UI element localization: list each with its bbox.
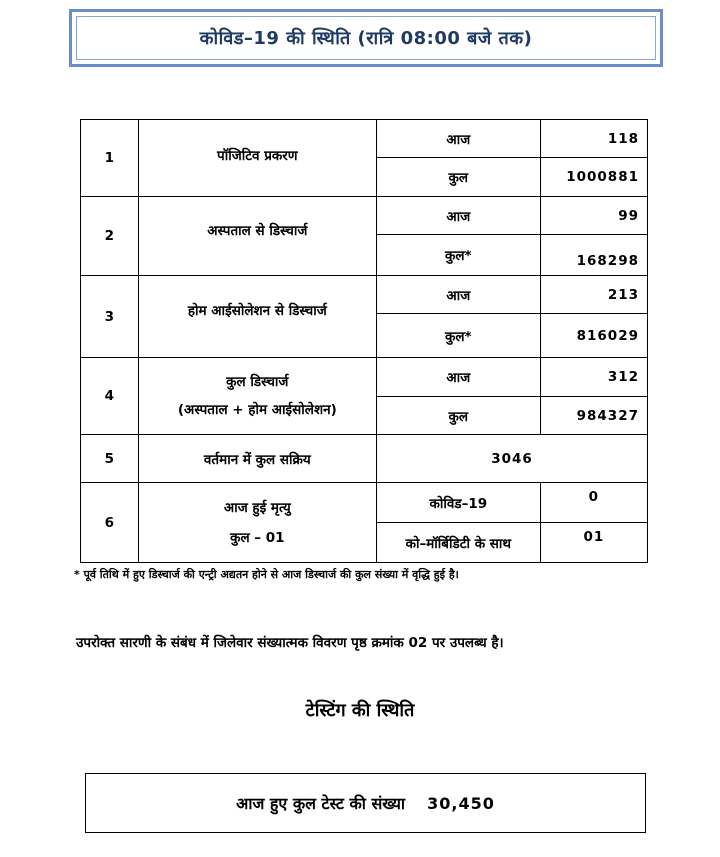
covid-status-table	[80, 119, 648, 563]
table-row	[81, 483, 648, 523]
row-label	[138, 276, 376, 358]
sub-label-today: आज	[376, 120, 540, 158]
table-row	[81, 276, 648, 314]
table-row	[81, 120, 648, 158]
testing-box	[85, 773, 646, 833]
title-inner	[76, 16, 656, 60]
sub-label-total: कुल*	[376, 235, 540, 276]
sub-label-total: कुल	[376, 158, 540, 197]
sub-label-comorbidity: को–मॉर्बिडिटी के साथ	[376, 523, 540, 563]
sub-label-total: कुल	[376, 397, 540, 435]
value-covid-deaths: 0	[540, 483, 647, 523]
serial-number: 1	[81, 120, 139, 197]
district-note: उपरोक्त सारणी के संबंध में जिलेवार संख्यात्मक विवरण पृष्ठ क्रमांक 02 पर उपलब्ध है।	[76, 635, 504, 651]
row-label	[138, 358, 376, 435]
value-comorbidity-deaths: 01	[540, 523, 647, 563]
sub-label-today: आज	[376, 276, 540, 314]
row-label-text: कुल डिस्चार्ज	[226, 374, 289, 390]
serial-number: 4	[81, 358, 139, 435]
value-active: 3046	[376, 435, 647, 483]
value-total: 984327	[540, 397, 647, 435]
page-title: कोविड–19 की स्थिति (रात्रि 08:00 बजे तक)	[199, 28, 533, 49]
value-total: 168298	[540, 235, 647, 276]
testing-value: 30,450	[427, 793, 495, 813]
value-today: 118	[540, 120, 647, 158]
value-today: 99	[540, 197, 647, 235]
value-today: 213	[540, 276, 647, 314]
row-label: वर्तमान में कुल सक्रिय	[138, 435, 376, 483]
row-label	[138, 120, 376, 197]
row-label-text: पॉजिटिव प्रकरण	[217, 148, 298, 164]
row-label	[138, 483, 376, 563]
sub-label-today: आज	[376, 197, 540, 235]
value-today: 312	[540, 358, 647, 397]
row-label-text: होम आईसोलेशन से डिस्चार्ज	[187, 303, 327, 319]
serial-number: 5	[81, 435, 139, 483]
testing-heading: टेस्टिंग की स्थिति	[305, 700, 415, 721]
serial-number: 3	[81, 276, 139, 358]
row-label-text: आज हुई मृत्यु	[223, 499, 291, 516]
row-label-text: अस्पताल से डिस्चार्ज	[207, 223, 308, 239]
value-total: 816029	[540, 314, 647, 358]
title-box	[69, 9, 663, 67]
table-row	[81, 197, 648, 235]
sub-label-today: आज	[376, 358, 540, 397]
sub-label-total: कुल*	[376, 314, 540, 358]
sub-label-covid: कोविड–19	[376, 483, 540, 523]
table-row	[81, 435, 648, 483]
table-row	[81, 358, 648, 397]
serial-number: 2	[81, 197, 139, 276]
serial-number: 6	[81, 483, 139, 563]
value-total: 1000881	[540, 158, 647, 197]
testing-label: आज हुए कुल टेस्ट की संख्या	[236, 794, 406, 813]
row-label-subtext: कुल – 01	[230, 529, 285, 546]
row-label	[138, 197, 376, 276]
footnote: * पूर्व तिथि में हुए डिस्चार्ज की एन्ट्री अद्यतन होने से आज डिस्चार्ज की कुल संख्या में वृद्धि हुई है।	[74, 568, 459, 581]
row-label-subtext: (अस्पताल + होम आईसोलेशन)	[177, 402, 337, 418]
